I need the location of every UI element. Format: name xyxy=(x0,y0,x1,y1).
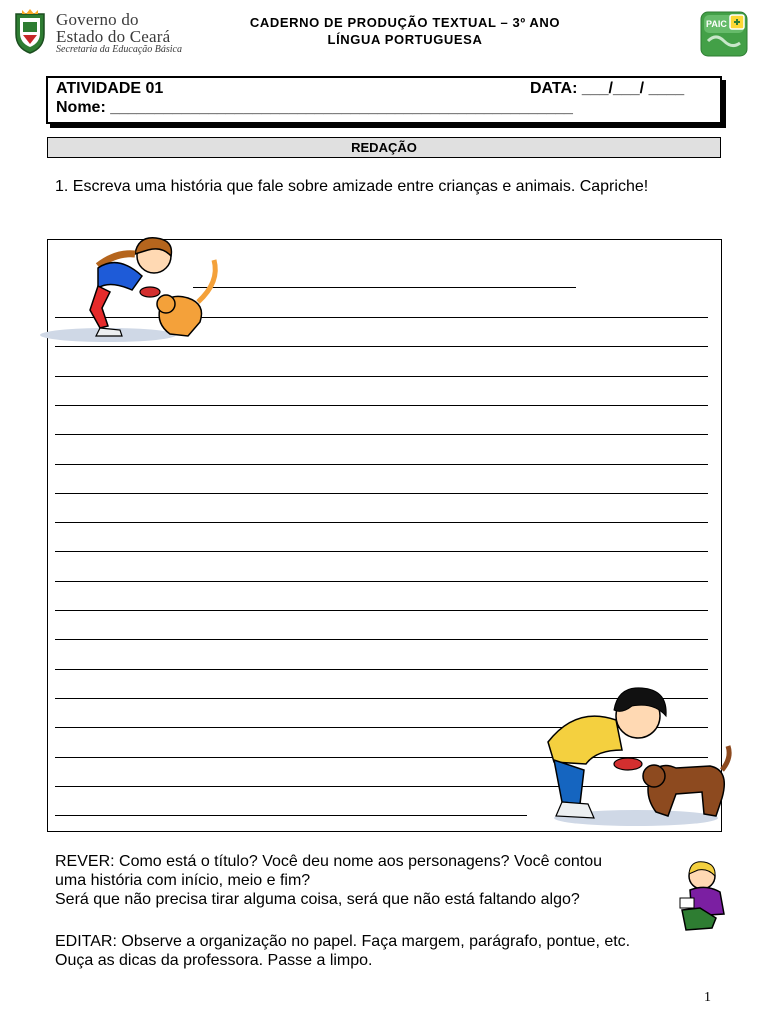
activity-number: ATIVIDADE 01 xyxy=(56,80,164,97)
writing-line[interactable] xyxy=(55,639,708,640)
boy-feeding-dog-illustration xyxy=(526,680,726,830)
government-name-line2: Estado do Ceará xyxy=(56,27,171,46)
paic-logo-icon xyxy=(700,11,748,57)
page-number: 1 xyxy=(704,990,711,1005)
instruction-text: 1. Escreva uma história que fale sobre amizade entre crianças e animais. Capriche! xyxy=(55,178,649,195)
writing-line[interactable] xyxy=(55,669,708,670)
child-reading-illustration xyxy=(676,858,732,936)
header-title xyxy=(200,14,610,48)
section-title-bar: REDAÇÃO xyxy=(47,137,721,158)
edit-instructions xyxy=(55,932,715,970)
header-title-line1: CADERNO DE PRODUÇÃO TEXTUAL – 3º ANO xyxy=(249,15,561,30)
date-field[interactable]: DATA: ___/___/ ____ xyxy=(530,80,685,97)
writing-line[interactable] xyxy=(55,434,708,435)
writing-line[interactable] xyxy=(55,493,708,494)
writing-area[interactable] xyxy=(47,239,722,832)
government-secretariat: Secretaria da Educação Básica xyxy=(56,44,182,55)
writing-line[interactable] xyxy=(55,581,708,582)
writing-line[interactable] xyxy=(55,610,708,611)
writing-line[interactable] xyxy=(55,405,708,406)
writing-line[interactable] xyxy=(55,815,527,816)
name-field[interactable]: Nome: ____________________________________________________ xyxy=(56,99,573,116)
writing-line[interactable] xyxy=(55,464,708,465)
review-line-2: uma história com início, meio e fim? xyxy=(55,872,311,889)
edit-line-2: Ouça as dicas da professora. Passe a limpo. xyxy=(55,952,373,969)
government-logo xyxy=(12,8,192,56)
girl-feeding-cat-illustration xyxy=(38,232,188,344)
review-line-3: Será que não precisa tirar alguma coisa, será que não está faltando algo? xyxy=(55,891,580,908)
government-name-line1: Governo do xyxy=(56,10,139,29)
paic-logo-text: PAIC xyxy=(706,19,727,29)
review-line-1: REVER: Como está o título? Você deu nome aos personagens? Você contou xyxy=(55,853,603,870)
writing-line[interactable] xyxy=(55,522,708,523)
writing-line[interactable] xyxy=(55,551,708,552)
review-instructions xyxy=(55,852,715,909)
edit-line-1: EDITAR: Observe a organização no papel. Faça margem, parágrafo, pontue, etc. xyxy=(55,933,631,950)
activity-info-box xyxy=(46,76,722,124)
paic-logo xyxy=(700,11,748,57)
writing-line[interactable] xyxy=(55,346,708,347)
title-line[interactable] xyxy=(193,287,576,288)
ceara-crest-icon xyxy=(12,8,48,54)
header-title-line2: LÍNGUA PORTUGUESA xyxy=(327,32,483,47)
writing-line[interactable] xyxy=(55,376,708,377)
